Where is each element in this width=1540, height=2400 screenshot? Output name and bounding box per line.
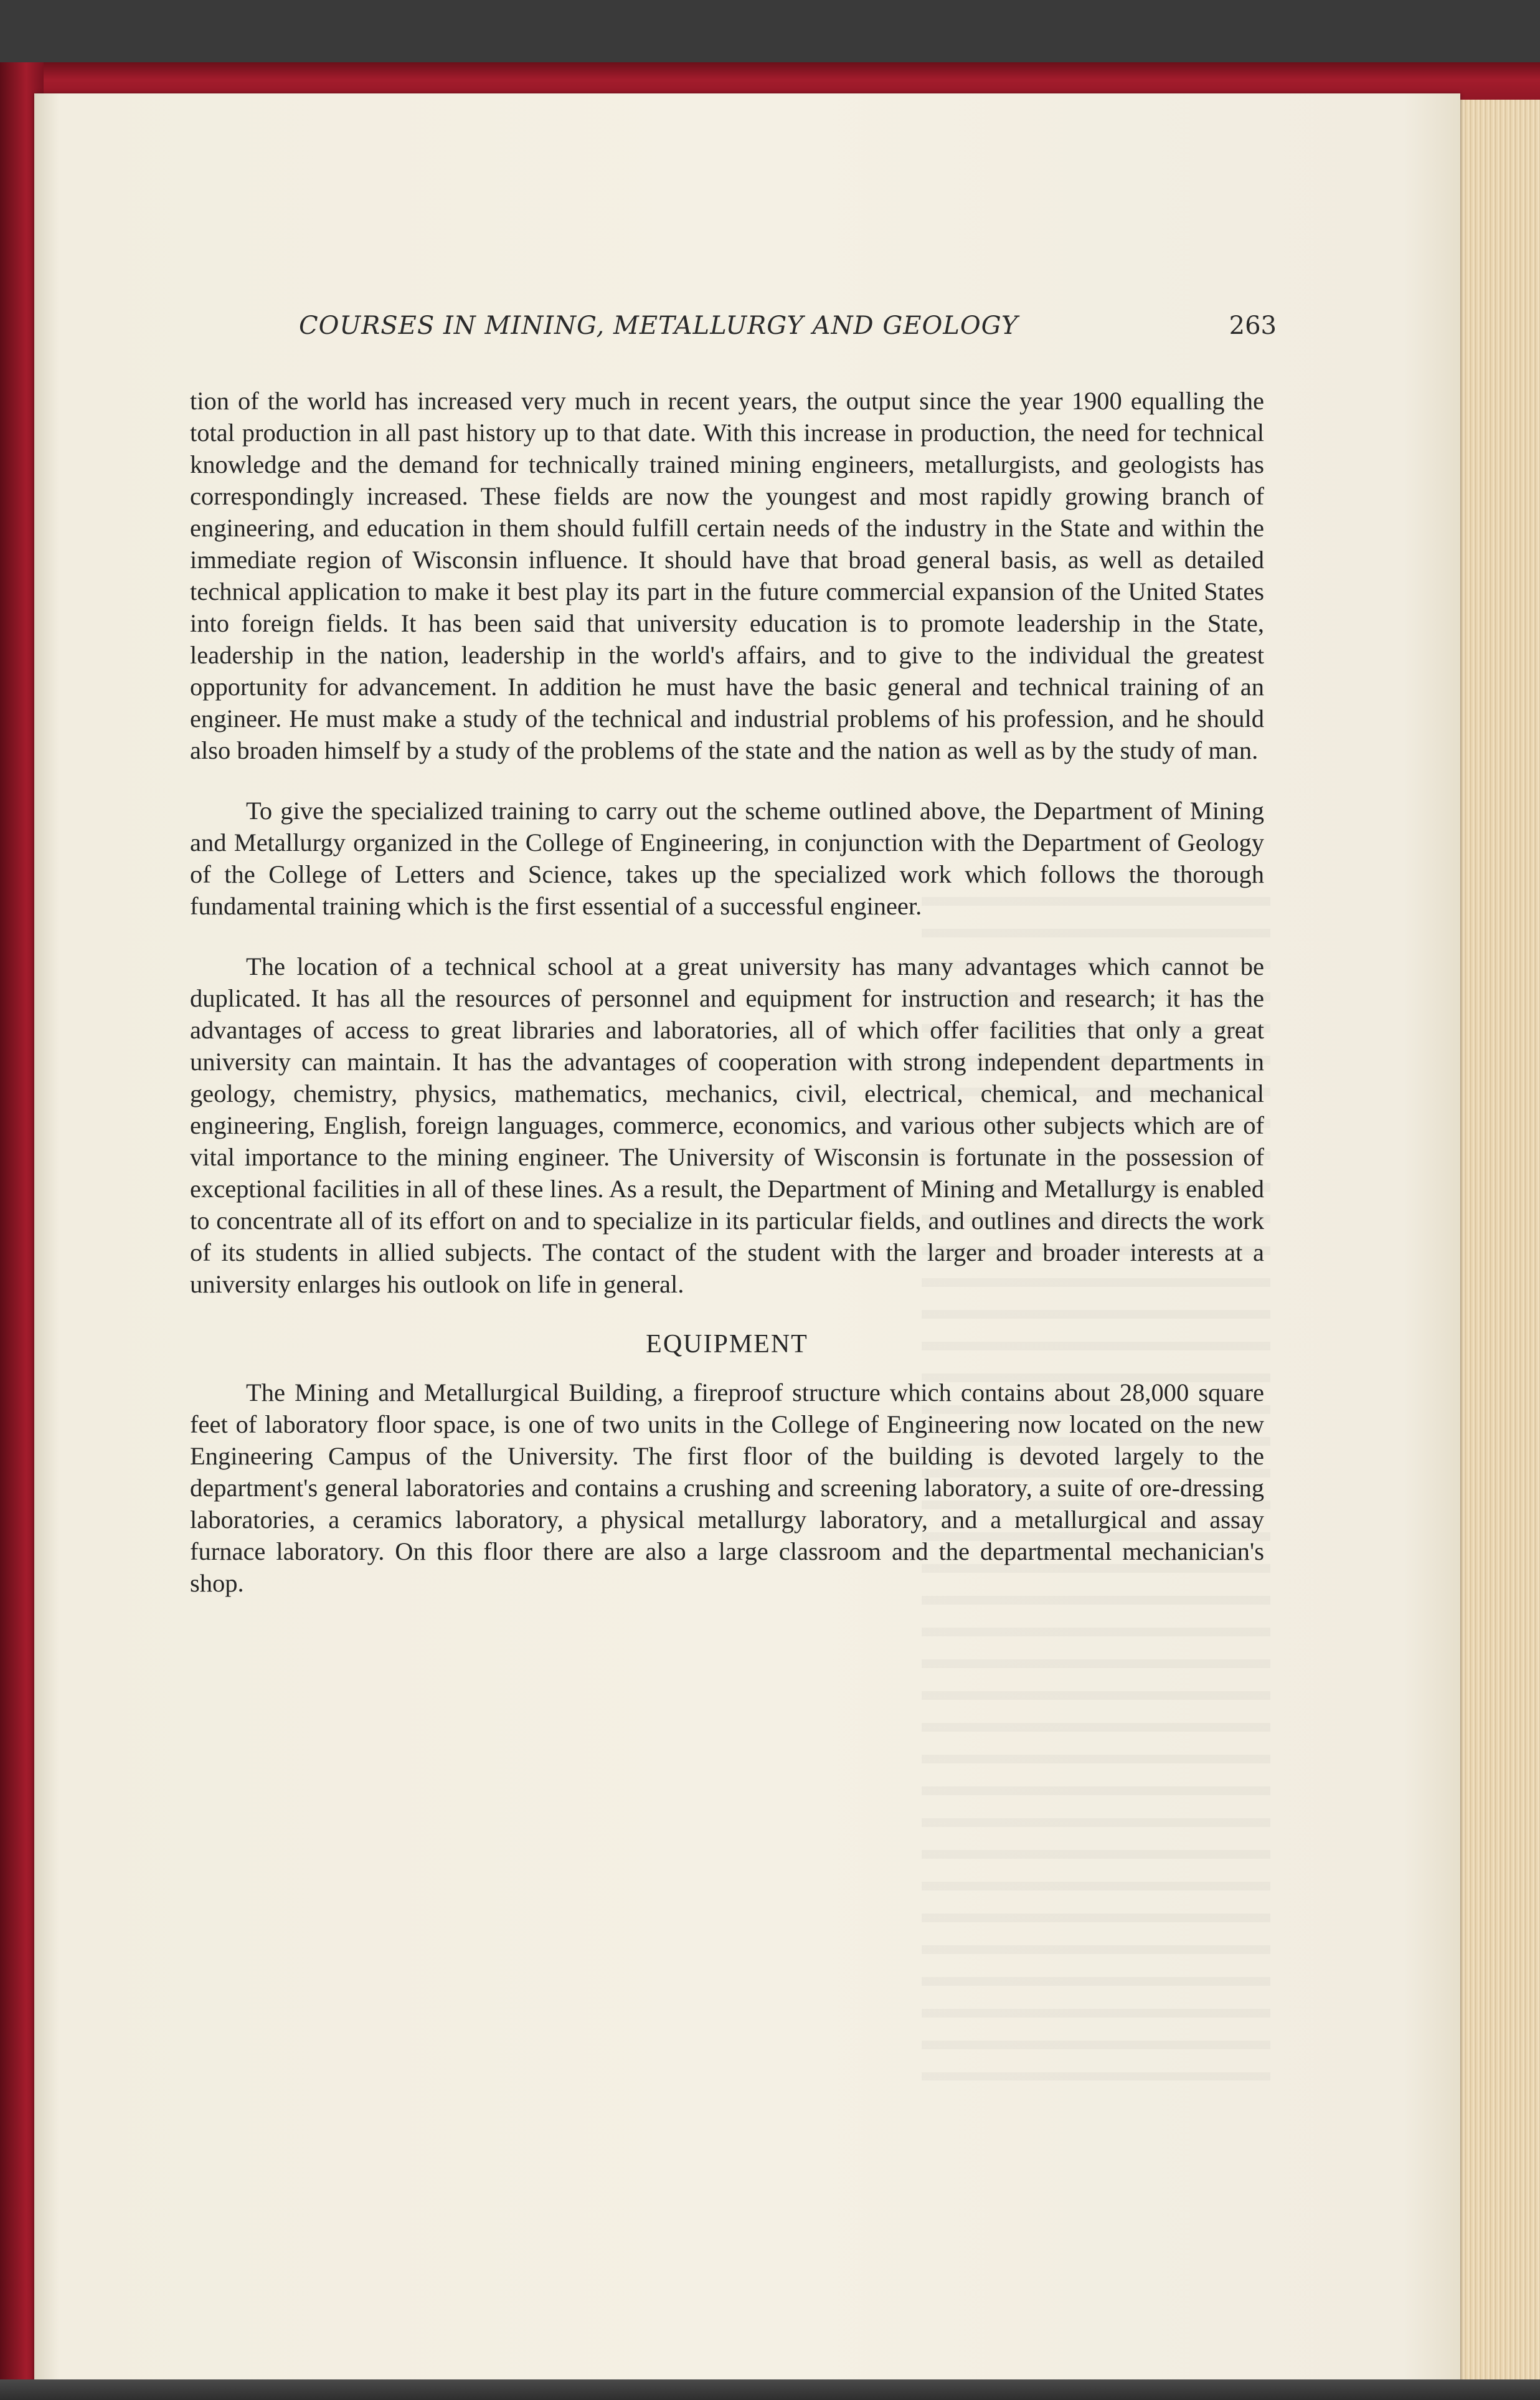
body-text bbox=[190, 385, 1264, 1628]
paragraph-location-advantages: The location of a technical school at a great university has many advantages which cannot be duplicated. It has all the resources of personnel and equipment for instruction and research; it has the advantages of access to great libraries and laboratories, all of which offer facilities that only a great university can maintain. It has the advantages of cooperation with strong independent departments in geology, chemistry, physics, mathematics, mechanics, civil, electrical, chemical, and mechanical engineering, English, foreign languages, commerce, economics, and various other subjects which are of vital importance to the mining engineer. The University of Wisconsin is fortunate in the possession of exceptional facilities in all of these lines. As a result, the Department of Mining and Metallurgy is enabled to concentrate all of its effort on and to specialize in its particular fields, and outlines and directs the work of its students in allied subjects. The contact of the student with the larger and broader interests at a university enlarges his outlook on life in general. bbox=[190, 952, 1264, 1298]
page-number: 263 bbox=[1229, 311, 1277, 340]
paragraph-continued: tion of the world has increased very much in recent years, the output since the year 1900 equalling the total production in all past history up to that date. With this increase in production, the need for technical knowledge and the demand for technically trained mining engineers, metallurgists, and geologists has correspondingly increased. These fields are now the youngest and most rapidly growing branch of engineering, and education in them should fulfill certain needs of the industry in the State and within the immediate region of Wisconsin influence. It should have that broad general basis, as well as detailed technical application to make it best play its part in the future commercial expansion of the United States into foreign fields. It has been said that university education is to promote leadership in the State, leadership in the nation, leadership in the world's affairs, and to give to the individual the greatest opportunity for advancement. In addition he must have the basic general and technical training of an engineer. He must make a study of the technical and industrial problems of his profession, and he should also broaden himself by a study of the problems of the state and the nation as well as by the study of man. bbox=[190, 387, 1264, 764]
book-cover-bottom-edge bbox=[0, 2379, 1540, 2400]
page-stack-edge bbox=[1457, 100, 1540, 2379]
running-head-title: COURSES IN MINING, METALLURGY AND GEOLOGY bbox=[299, 311, 1019, 340]
paragraph-specialized-training: To give the specialized training to carry out the scheme outlined above, the Department of Mining and Metallurgy organized in the College of Engineering, in conjunction with the Department of Geology of the College of Letters and Science, takes up the specialized work which follows the thorough fundamental training which is the first essential of a successful engineer. bbox=[190, 797, 1264, 920]
running-head bbox=[156, 311, 1277, 349]
paragraph-equipment: The Mining and Metallurgical Building, a fireproof structure which contains about 28,000 square feet of laboratory floor space, is one of two units in the College of Engineering now located on the new Engineering Campus of the University. The first floor of the building is devoted largely to the department's general laboratories and contains a crushing and screening laboratory, a suite of ore-dressing laboratories, a ceramics laboratory, a physical metallurgy laboratory, and a metallurgical and assay furnace laboratory. On this floor there are also a large classroom and the departmental mechanician's shop. bbox=[190, 1378, 1264, 1597]
section-heading-equipment: EQUIPMENT bbox=[646, 1330, 808, 1359]
